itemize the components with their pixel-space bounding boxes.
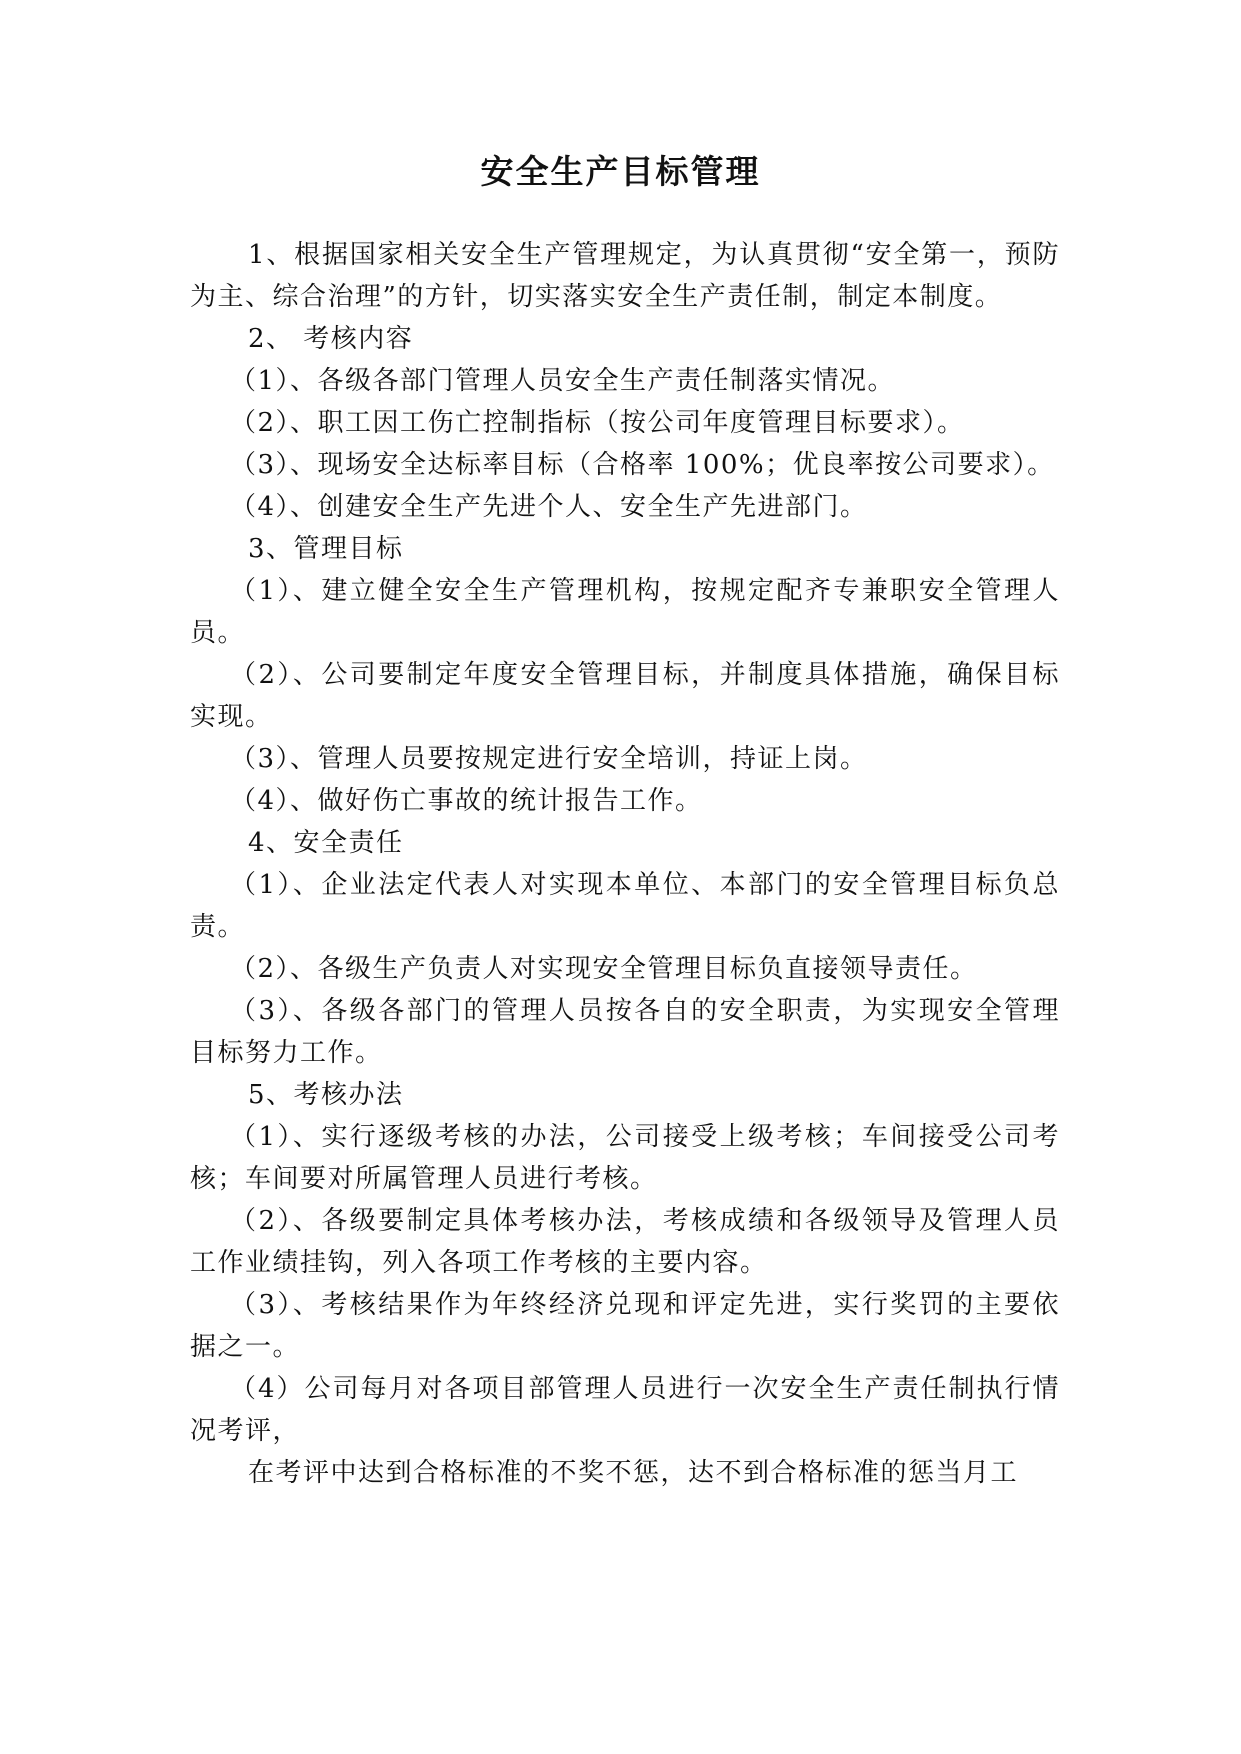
list-item: （1）、企业法定代表人对实现本单位、本部门的安全管理目标负总责。 — [190, 870, 1060, 942]
list-item: （4）、做好伤亡事故的统计报告工作。 — [230, 786, 703, 816]
section-heading-management-goals: 3、管理目标 — [248, 534, 404, 564]
list-item: （3）、现场安全达标率目标（合格率 100%；优良率按公司要求）。 — [230, 450, 1055, 480]
list-item: （4）、创建安全生产先进个人、安全生产先进部门。 — [230, 492, 868, 522]
list-item: （3）、各级各部门的管理人员按各自的安全职责，为实现安全管理目标努力工作。 — [190, 996, 1060, 1068]
paragraph-continuation: 在考评中达到合格标准的不奖不惩，达不到合格标准的惩当月工 — [248, 1458, 1019, 1488]
list-item: （1）、实行逐级考核的办法，公司接受上级考核；车间接受公司考核；车间要对所属管理人员进行考核。 — [190, 1122, 1060, 1194]
document-title: 安全生产目标管理 — [480, 152, 761, 191]
paragraph-purpose: 1、根据国家相关安全生产管理规定，为认真贯彻“安全第一，预防为主、综合治理”的方针，切实落实安全生产责任制，制定本制度。 — [190, 240, 1060, 312]
section-heading-assessment-content: 2、 考核内容 — [248, 324, 414, 354]
list-item: （1）、各级各部门管理人员安全生产责任制落实情况。 — [230, 366, 896, 396]
list-item: （1）、建立健全安全生产管理机构，按规定配齐专兼职安全管理人员。 — [190, 576, 1060, 648]
list-item: （3）、考核结果作为年终经济兑现和评定先进，实行奖罚的主要依据之一。 — [190, 1290, 1060, 1362]
list-item: （2）、公司要制定年度安全管理目标，并制度具体措施，确保目标实现。 — [190, 660, 1060, 732]
list-item: （4）公司每月对各项目部管理人员进行一次安全生产责任制执行情况考评， — [190, 1374, 1060, 1446]
section-heading-safety-responsibility: 4、安全责任 — [248, 828, 404, 858]
list-item: （2）、职工因工伤亡控制指标（按公司年度管理目标要求）。 — [230, 408, 965, 438]
list-item: （3）、管理人员要按规定进行安全培训，持证上岗。 — [230, 744, 868, 774]
list-item: （2）、各级生产负责人对实现安全管理目标负直接领导责任。 — [230, 954, 978, 984]
document-body — [190, 234, 1060, 1494]
section-heading-assessment-method: 5、考核办法 — [248, 1080, 404, 1110]
list-item: （2）、各级要制定具体考核办法，考核成绩和各级领导及管理人员工作业绩挂钩，列入各项工作考核的主要内容。 — [190, 1206, 1060, 1278]
